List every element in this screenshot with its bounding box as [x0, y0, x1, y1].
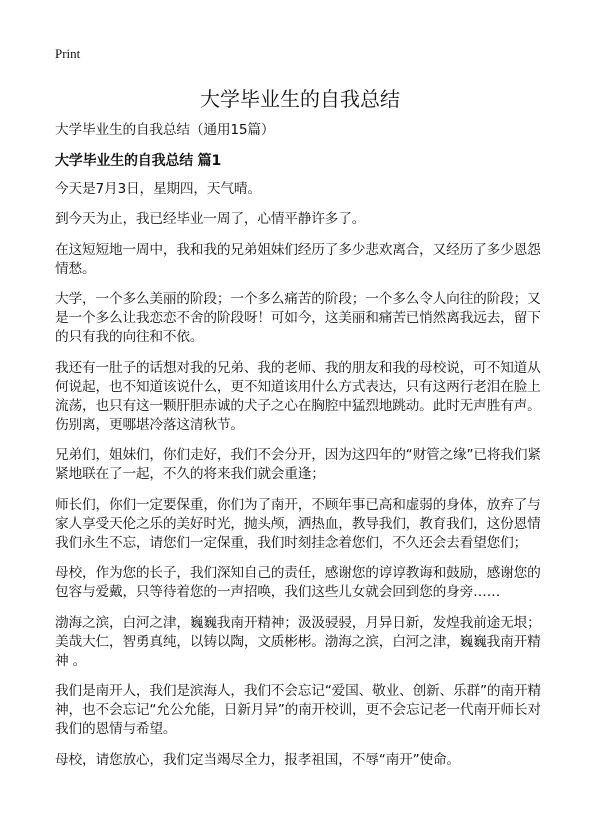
paragraph: 到今天为止，我已经毕业一周了，心情平静许多了。 — [55, 211, 366, 227]
paragraph: 兄弟们，姐妹们，你们走好，我们不会分开，因为这四年的“财管之缘”已将我们紧紧地联在了一起，不久的将来我们就会重逢； — [55, 447, 541, 482]
paragraph: 母校，作为您的长子，我们深知自己的责任，感谢您的谆谆教诲和鼓励，感谢您的包容与爱戴，只等待着您的一声招唤，我们这些儿女就会回到您的身旁…… — [55, 565, 541, 600]
paragraph: 我还有一肚子的话想对我的兄弟、我的老师、我的朋友和我的母校说，可不知道从何说起，也不知道该说什么，更不知道该用什么方式表达，只有这两行老泪在脸上流荡，也只有这一颗肝胆赤诚的犬子之心在胸腔中猛烈地跳动。此时无声胜有声。伤别离，更哪堪冷落这清秋节。 — [55, 359, 541, 433]
document-title: 大学毕业生的自我总结 — [200, 87, 400, 111]
paragraph: 母校，请您放心，我们定当竭尽全力，报孝祖国，不辱“南开”使命。 — [55, 751, 460, 768]
paragraph: 今天是7月3日，星期四，天气晴。 — [55, 180, 261, 197]
paragraph: 在这短短地一周中，我和我的兄弟姐妹们经历了多少悲欢离合，又经历了多少恩怨情愁。 — [55, 241, 541, 277]
paragraph: 我们是南开人，我们是滨海人，我们不会忘记“爱国、敬业、创新、乐群”的南开精神，也不会忘记“允公允能，日新月异”的南开校训，更不会忘记老一代南开师长对我们的恩情与希望。 — [55, 683, 541, 737]
document-body — [55, 121, 552, 781]
paragraph: 大学，一个多么美丽的阶段；一个多么痛苦的阶段；一个多么令人向往的阶段；又是一个多么让我恋恋不舍的阶段呀！可如今，这美丽和痛苦已悄然离我远去，留下的只有我的向往和不依。 — [55, 291, 541, 345]
print-link[interactable]: Print — [55, 46, 81, 61]
document-subtitle: 大学毕业生的自我总结（通用15篇） — [55, 122, 275, 138]
section-heading: 大学毕业生的自我总结 篇1 — [55, 152, 222, 169]
paragraph: 师长们，你们一定要保重，你们为了南开，不顾年事已高和虚弱的身体，放弃了与家人享受天伦之乐的美好时光，抛头颅，洒热血，教导我们，教育我们，这份恩情我们永生不忘，请您们一定保重，我们时刻挂念着您们，不久还会去看望您们； — [55, 496, 541, 551]
paragraph: 渤海之滨，白河之津，巍巍我南开精神；汲汲骎骎，月异日新，发煌我前途无垠；美哉大仁，智勇真纯，以铸以陶，文质彬彬。渤海之滨，白河之津，巍巍我南开精神 。 — [55, 614, 541, 669]
